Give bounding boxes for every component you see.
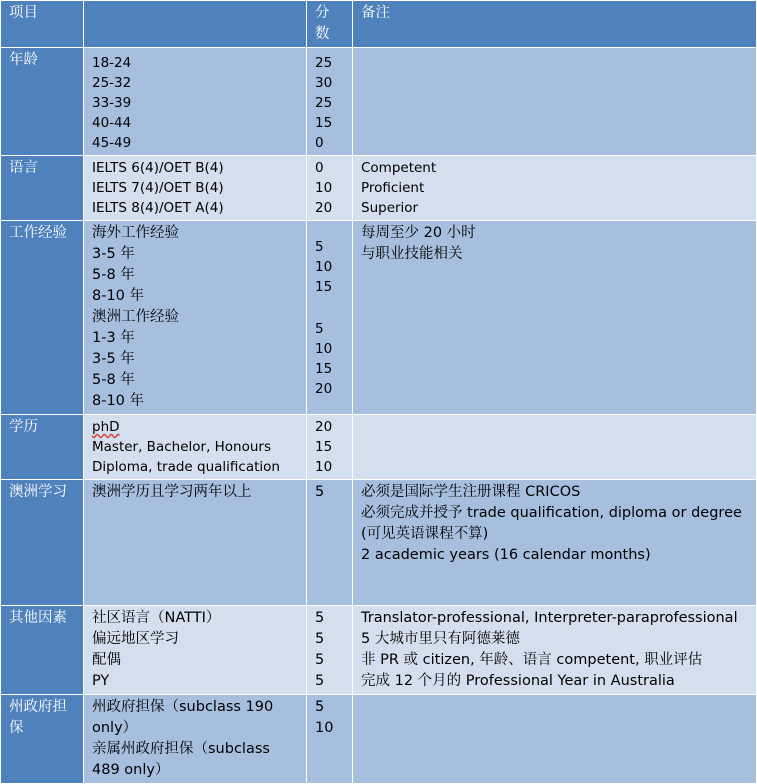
score-value: 20 xyxy=(315,200,333,216)
row-label-language: 语言 xyxy=(1,156,84,221)
score-value: 5 xyxy=(315,610,325,626)
header-item: 项目 xyxy=(1,1,84,48)
note-line: 5 大城市里只有阿德莱德 xyxy=(361,631,520,647)
language-note-cell xyxy=(353,156,757,221)
age-note-cell xyxy=(353,48,757,156)
detail-line: 33-39 xyxy=(92,95,132,111)
score-value: 10 xyxy=(315,341,333,357)
score-value: 30 xyxy=(315,75,333,91)
score-value: 20 xyxy=(315,419,333,435)
score-value: 10 xyxy=(315,720,334,736)
score-value: 0 xyxy=(315,160,324,176)
australia-study-score-cell xyxy=(307,480,353,606)
detail-line: Master, Bachelor, Honours xyxy=(92,439,272,455)
detail-line: 489 only） xyxy=(92,762,170,778)
note-line: Superior xyxy=(361,200,419,216)
score-value: 0 xyxy=(315,135,324,151)
score-value: 5 xyxy=(315,652,325,668)
detail-line: phD xyxy=(92,419,120,435)
table-row-age xyxy=(1,48,757,156)
score-value: 20 xyxy=(315,381,333,397)
detail-line: 5-8 年 xyxy=(92,372,135,388)
other-detail-cell xyxy=(84,606,307,695)
table-row-language xyxy=(1,156,757,221)
row-label-other: 其他因素 xyxy=(1,606,84,695)
detail-line: PY xyxy=(92,673,110,689)
score-value: 10 xyxy=(315,180,333,196)
detail-line: 5-8 年 xyxy=(92,267,135,283)
detail-line: 海外工作经验 xyxy=(92,225,179,241)
detail-line: 18-24 xyxy=(92,55,132,71)
detail-line: 3-5 年 xyxy=(92,246,135,262)
work-note-cell xyxy=(353,221,757,415)
note-line: 完成 12 个月的 Professional Year in Australia xyxy=(361,673,675,689)
row-label-age: 年龄 xyxy=(1,48,84,156)
table-row-australia-study xyxy=(1,480,757,606)
state-note-cell xyxy=(353,695,757,784)
work-detail-cell xyxy=(84,221,307,415)
score-value: 10 xyxy=(315,459,333,475)
language-score-cell xyxy=(307,156,353,221)
note-line: 与职业技能相关 xyxy=(361,246,463,262)
header-row xyxy=(1,1,757,48)
other-score-cell xyxy=(307,606,353,695)
detail-line: 8-10 年 xyxy=(92,393,145,409)
detail-line: Diploma, trade qualification xyxy=(92,459,280,475)
detail-line: 偏远地区学习 xyxy=(92,631,179,647)
detail-line: 州政府担保（subclass 190 xyxy=(92,699,274,715)
note-line: 必须完成并授予 trade qualification, diploma or degree xyxy=(361,505,742,521)
score-value: 10 xyxy=(315,259,333,275)
header-note: 备注 xyxy=(353,1,757,48)
score-value: 5 xyxy=(315,673,325,689)
australia-study-note-cell xyxy=(353,480,757,606)
state-score-cell xyxy=(307,695,353,784)
detail-line: 8-10 年 xyxy=(92,288,145,304)
score-value: 25 xyxy=(315,55,333,71)
table-row-education xyxy=(1,415,757,480)
score-value: 5 xyxy=(315,484,325,500)
score-value: 5 xyxy=(315,321,324,337)
other-note-cell xyxy=(353,606,757,695)
age-detail-cell xyxy=(84,48,307,156)
row-label-state: 州政府担保 xyxy=(1,695,84,784)
detail-line: only） xyxy=(92,720,138,736)
row-label-work: 工作经验 xyxy=(1,221,84,415)
score-value: 15 xyxy=(315,279,333,295)
state-detail-cell xyxy=(84,695,307,784)
header-detail xyxy=(84,1,307,48)
detail-line: 社区语言（NATTI） xyxy=(92,610,221,626)
detail-line: IELTS 8(4)/OET A(4) xyxy=(92,200,224,216)
score-value: 5 xyxy=(315,631,325,647)
detail-line: IELTS 7(4)/OET B(4) xyxy=(92,180,224,196)
row-label-australia-study: 澳洲学习 xyxy=(1,480,84,606)
note-line: 必须是国际学生注册课程 CRICOS xyxy=(361,484,581,500)
score-value: 15 xyxy=(315,361,333,377)
work-score-cell xyxy=(307,221,353,415)
score-value: 5 xyxy=(315,239,324,255)
detail-line: IELTS 6(4)/OET B(4) xyxy=(92,160,224,176)
table-row-other xyxy=(1,606,757,695)
header-score: 分数 xyxy=(307,1,353,48)
detail-line: 澳洲学历且学习两年以上 xyxy=(92,484,252,500)
note-line: (可见英语课程不算) xyxy=(361,526,489,542)
australia-study-detail-cell xyxy=(84,480,307,606)
detail-line: 1-3 年 xyxy=(92,330,135,346)
note-line: 2 academic years (16 calendar months) xyxy=(361,547,651,563)
table-row-state xyxy=(1,695,757,784)
score-value: 15 xyxy=(315,439,333,455)
note-line: 非 PR 或 citizen, 年龄、语言 competent, 职业评估 xyxy=(361,652,703,668)
education-detail-cell xyxy=(84,415,307,480)
score-value: 15 xyxy=(315,115,333,131)
education-note-cell xyxy=(353,415,757,480)
row-label-education: 学历 xyxy=(1,415,84,480)
education-score-cell xyxy=(307,415,353,480)
detail-line: 45-49 xyxy=(92,135,132,151)
note-line: Translator-professional, Interpreter-paraprofessional xyxy=(361,610,738,626)
age-score-cell xyxy=(307,48,353,156)
detail-line: 25-32 xyxy=(92,75,132,91)
score-value: 25 xyxy=(315,95,333,111)
language-detail-cell xyxy=(84,156,307,221)
detail-line: 3-5 年 xyxy=(92,351,135,367)
detail-line: 亲属州政府担保（subclass xyxy=(92,741,270,757)
table-row-work xyxy=(1,221,757,415)
detail-line: 40-44 xyxy=(92,115,132,131)
note-line: Competent xyxy=(361,160,437,176)
note-line: Proficient xyxy=(361,180,425,196)
detail-line: 配偶 xyxy=(92,652,121,668)
score-value: 5 xyxy=(315,699,325,715)
detail-line: 澳洲工作经验 xyxy=(92,309,179,325)
note-line: 每周至少 20 小时 xyxy=(361,225,476,241)
